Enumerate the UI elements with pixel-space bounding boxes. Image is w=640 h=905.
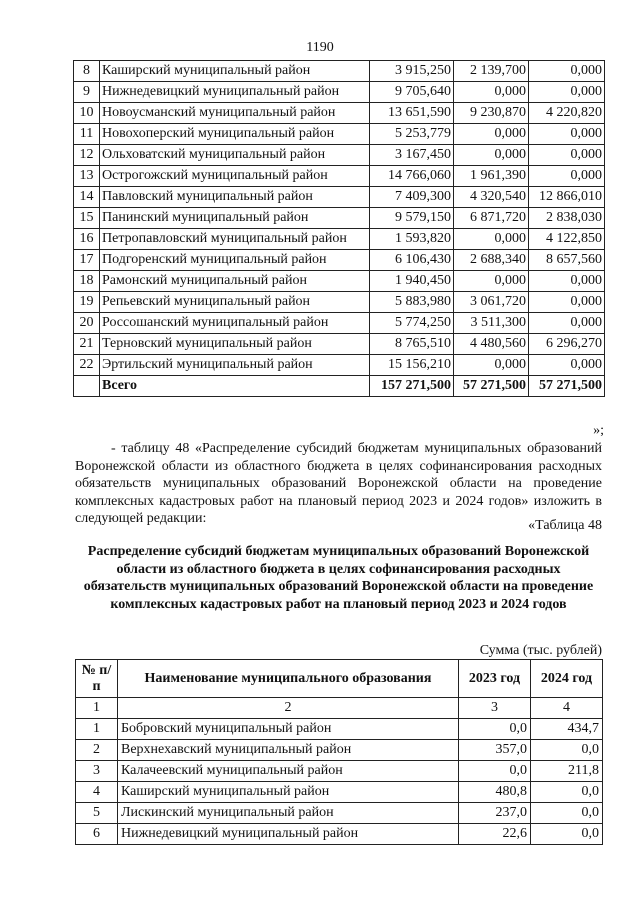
value-2: 0,000 bbox=[454, 145, 529, 166]
value-2: 0,000 bbox=[454, 124, 529, 145]
value-2023: 237,0 bbox=[459, 803, 531, 824]
table-row bbox=[74, 334, 605, 355]
value-2023: 480,8 bbox=[459, 782, 531, 803]
value-3: 0,000 bbox=[529, 292, 605, 313]
value-2: 3 511,300 bbox=[454, 313, 529, 334]
table-row bbox=[74, 166, 605, 187]
row-number: 17 bbox=[74, 250, 100, 271]
value-2024: 0,0 bbox=[531, 803, 603, 824]
district-name: Петропавловский муниципальный район bbox=[100, 229, 370, 250]
district-name: Россошанский муниципальный район bbox=[100, 313, 370, 334]
table-row bbox=[76, 719, 603, 740]
table-header-row bbox=[76, 660, 603, 698]
district-name: Новохоперский муниципальный район bbox=[100, 124, 370, 145]
value-1: 5 774,250 bbox=[370, 313, 454, 334]
table-label: «Таблица 48 bbox=[528, 518, 602, 533]
header-name: Наименование муниципального образования bbox=[118, 660, 459, 698]
district-name: Новоусманский муниципальный район bbox=[100, 103, 370, 124]
district-name: Эртильский муниципальный район bbox=[100, 355, 370, 376]
value-2023: 357,0 bbox=[459, 740, 531, 761]
table-row bbox=[74, 187, 605, 208]
page-number: 1190 bbox=[306, 40, 334, 55]
value-2024: 0,0 bbox=[531, 740, 603, 761]
row-number: 19 bbox=[74, 292, 100, 313]
row-number: 20 bbox=[74, 313, 100, 334]
row-number: 2 bbox=[76, 740, 118, 761]
value-1: 15 156,210 bbox=[370, 355, 454, 376]
table-row bbox=[76, 740, 603, 761]
index-2024: 4 bbox=[531, 698, 603, 719]
value-2024: 0,0 bbox=[531, 824, 603, 845]
units-label: Сумма (тыс. рублей) bbox=[479, 643, 602, 658]
table-row bbox=[76, 824, 603, 845]
total-value-3: 57 271,500 bbox=[529, 376, 605, 397]
value-1: 5 883,980 bbox=[370, 292, 454, 313]
value-1: 3 915,250 bbox=[370, 61, 454, 82]
value-2023: 0,0 bbox=[459, 761, 531, 782]
table-row bbox=[74, 103, 605, 124]
value-2: 4 480,560 bbox=[454, 334, 529, 355]
value-3: 0,000 bbox=[529, 61, 605, 82]
district-name: Острогожский муниципальный район bbox=[100, 166, 370, 187]
district-name: Нижнедевицкий муниципальный район bbox=[118, 824, 459, 845]
value-1: 5 253,779 bbox=[370, 124, 454, 145]
total-value-2: 57 271,500 bbox=[454, 376, 529, 397]
amendment-paragraph: - таблицу 48 «Распределение субсидий бюджетам муниципальных образований Воронежской области из областного бюджета в целях софинансирования расходных обязательств муниципальных образований Воронежской области на проведение комплексных кадастровых работ на плановый период 2023 и 2024 годов» изложить в следующей редакции: bbox=[75, 441, 602, 526]
table-row bbox=[74, 124, 605, 145]
district-name: Лискинский муниципальный район bbox=[118, 803, 459, 824]
value-2: 1 961,390 bbox=[454, 166, 529, 187]
total-empty-cell bbox=[74, 376, 100, 397]
row-number: 18 bbox=[74, 271, 100, 292]
district-name: Рамонский муниципальный район bbox=[100, 271, 370, 292]
index-2023: 3 bbox=[459, 698, 531, 719]
value-2024: 0,0 bbox=[531, 782, 603, 803]
value-2: 9 230,870 bbox=[454, 103, 529, 124]
index-num: 1 bbox=[76, 698, 118, 719]
value-1: 6 106,430 bbox=[370, 250, 454, 271]
value-3: 8 657,560 bbox=[529, 250, 605, 271]
table-row bbox=[74, 61, 605, 82]
row-number: 16 bbox=[74, 229, 100, 250]
row-number: 1 bbox=[76, 719, 118, 740]
closing-quote: »; bbox=[593, 423, 604, 438]
value-2023: 0,0 bbox=[459, 719, 531, 740]
row-number: 9 bbox=[74, 82, 100, 103]
row-number: 5 bbox=[76, 803, 118, 824]
row-number: 12 bbox=[74, 145, 100, 166]
value-1: 3 167,450 bbox=[370, 145, 454, 166]
total-label: Всего bbox=[100, 376, 370, 397]
value-3: 0,000 bbox=[529, 355, 605, 376]
column-index-row bbox=[76, 698, 603, 719]
table-row bbox=[76, 803, 603, 824]
value-3: 0,000 bbox=[529, 166, 605, 187]
value-1: 1 940,450 bbox=[370, 271, 454, 292]
value-2: 6 871,720 bbox=[454, 208, 529, 229]
value-3: 0,000 bbox=[529, 271, 605, 292]
district-name: Верхнехавский муниципальный район bbox=[118, 740, 459, 761]
district-name: Калачеевский муниципальный район bbox=[118, 761, 459, 782]
table-row bbox=[74, 271, 605, 292]
value-2: 0,000 bbox=[454, 355, 529, 376]
district-name: Нижнедевицкий муниципальный район bbox=[100, 82, 370, 103]
row-number: 21 bbox=[74, 334, 100, 355]
row-number: 22 bbox=[74, 355, 100, 376]
value-2024: 211,8 bbox=[531, 761, 603, 782]
value-1: 1 593,820 bbox=[370, 229, 454, 250]
table-row bbox=[74, 229, 605, 250]
district-name: Панинский муниципальный район bbox=[100, 208, 370, 229]
value-2024: 434,7 bbox=[531, 719, 603, 740]
header-2024: 2024 год bbox=[531, 660, 603, 698]
row-number: 6 bbox=[76, 824, 118, 845]
value-2: 2 688,340 bbox=[454, 250, 529, 271]
row-number: 3 bbox=[76, 761, 118, 782]
total-value-1: 157 271,500 bbox=[370, 376, 454, 397]
table-row bbox=[74, 250, 605, 271]
value-1: 8 765,510 bbox=[370, 334, 454, 355]
value-2: 3 061,720 bbox=[454, 292, 529, 313]
value-3: 4 122,850 bbox=[529, 229, 605, 250]
district-name: Каширский муниципальный район bbox=[100, 61, 370, 82]
district-name: Каширский муниципальный район bbox=[118, 782, 459, 803]
value-3: 6 296,270 bbox=[529, 334, 605, 355]
value-2: 4 320,540 bbox=[454, 187, 529, 208]
value-3: 12 866,010 bbox=[529, 187, 605, 208]
district-name: Павловский муниципальный район bbox=[100, 187, 370, 208]
total-row bbox=[74, 376, 605, 397]
table-row bbox=[74, 145, 605, 166]
index-name: 2 bbox=[118, 698, 459, 719]
row-number: 15 bbox=[74, 208, 100, 229]
header-2023: 2023 год bbox=[459, 660, 531, 698]
value-1: 14 766,060 bbox=[370, 166, 454, 187]
value-3: 0,000 bbox=[529, 124, 605, 145]
table-heading: Распределение субсидий бюджетам муниципальных образований Воронежской области из областного бюджета в целях софинансирования расходных обязательств муниципальных образований Воронежской области на проведение комплексных кадастровых работ на плановый период 2023 и 2024 годов bbox=[83, 544, 594, 612]
value-3: 2 838,030 bbox=[529, 208, 605, 229]
value-3: 0,000 bbox=[529, 82, 605, 103]
table-row bbox=[76, 782, 603, 803]
value-3: 0,000 bbox=[529, 313, 605, 334]
district-name: Терновский муниципальный район bbox=[100, 334, 370, 355]
table-row bbox=[74, 292, 605, 313]
table-row bbox=[74, 355, 605, 376]
district-name: Репьевский муниципальный район bbox=[100, 292, 370, 313]
value-2: 0,000 bbox=[454, 229, 529, 250]
district-name: Бобровский муниципальный район bbox=[118, 719, 459, 740]
table-row bbox=[74, 313, 605, 334]
subsidy-table-48 bbox=[75, 659, 603, 845]
row-number: 4 bbox=[76, 782, 118, 803]
district-name: Ольховатский муниципальный район bbox=[100, 145, 370, 166]
value-3: 4 220,820 bbox=[529, 103, 605, 124]
table-row bbox=[74, 208, 605, 229]
value-1: 13 651,590 bbox=[370, 103, 454, 124]
value-2023: 22,6 bbox=[459, 824, 531, 845]
row-number: 8 bbox=[74, 61, 100, 82]
value-2: 0,000 bbox=[454, 271, 529, 292]
district-name: Подгоренский муниципальный район bbox=[100, 250, 370, 271]
table-row bbox=[74, 82, 605, 103]
row-number: 14 bbox=[74, 187, 100, 208]
value-1: 9 705,640 bbox=[370, 82, 454, 103]
header-num: № п/п bbox=[76, 660, 118, 698]
value-1: 9 579,150 bbox=[370, 208, 454, 229]
value-2: 2 139,700 bbox=[454, 61, 529, 82]
subsidy-table-previous bbox=[73, 60, 605, 397]
value-1: 7 409,300 bbox=[370, 187, 454, 208]
row-number: 10 bbox=[74, 103, 100, 124]
table-row bbox=[76, 761, 603, 782]
value-3: 0,000 bbox=[529, 145, 605, 166]
row-number: 11 bbox=[74, 124, 100, 145]
row-number: 13 bbox=[74, 166, 100, 187]
value-2: 0,000 bbox=[454, 82, 529, 103]
